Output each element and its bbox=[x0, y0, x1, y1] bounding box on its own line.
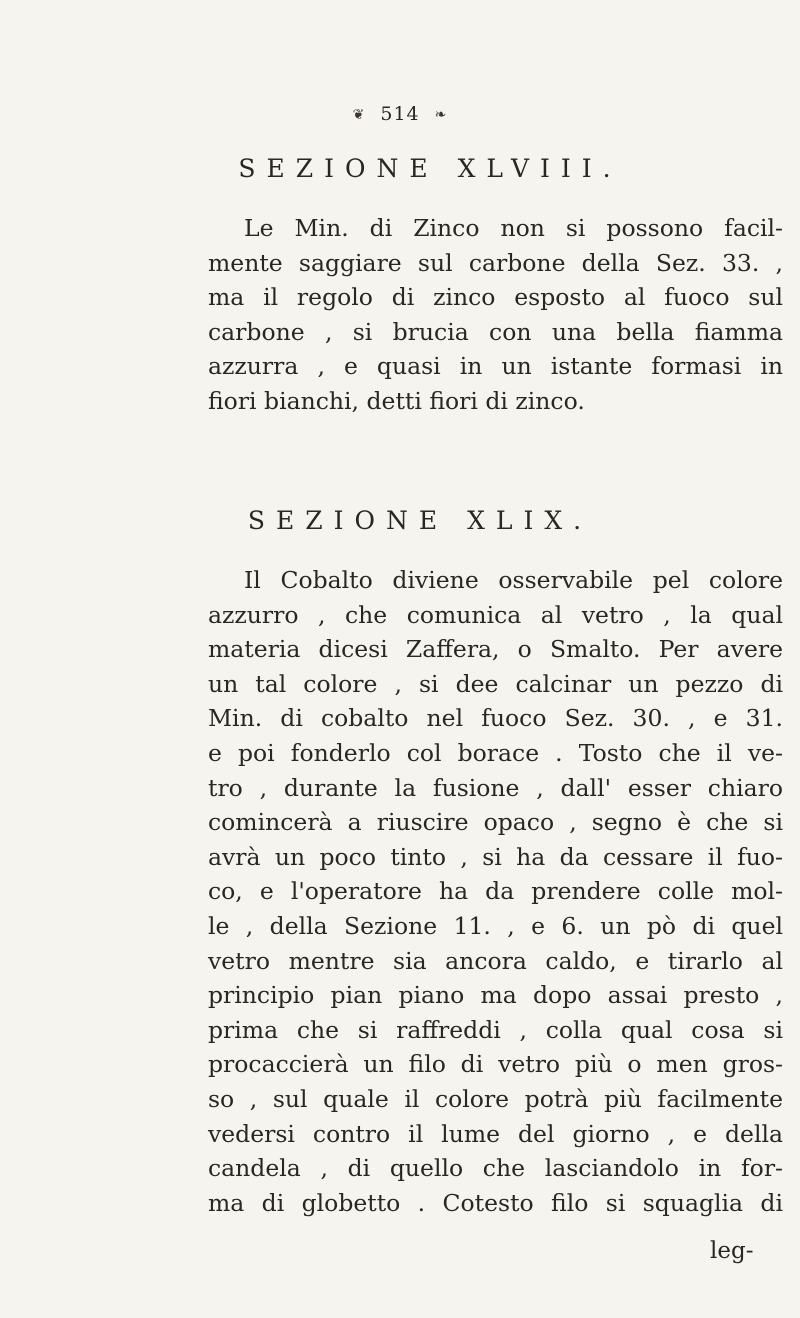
text-line: ma il regolo di zinco esposto al fuoco sul bbox=[208, 283, 783, 312]
text-line: avrà un poco tinto , si ha da cessare il fuo- bbox=[208, 842, 783, 871]
text-line: Min. di cobalto nel fuoco Sez. 30. , e 31. bbox=[208, 704, 783, 733]
text-line: le , della Sezione 11. , e 6. un pò di quel bbox=[208, 911, 783, 940]
left-ornament-icon: ❦ bbox=[352, 107, 366, 123]
text-line: mente saggiare sul carbone della Sez. 33. , bbox=[208, 248, 783, 277]
section-title-xlix: SEZIONE XLIX. bbox=[247, 506, 593, 535]
text-line: co, e l'operatore ha da prendere colle mol- bbox=[208, 877, 783, 906]
text-line: vedersi contro il lume del giorno , e della bbox=[208, 1119, 783, 1148]
text-line: prima che si raffreddi , colla qual cosa si bbox=[208, 1015, 783, 1044]
text-line: procaccierà un filo di vetro più o men gros- bbox=[208, 1050, 783, 1079]
text-line: materia dicesi Zaffera, o Smalto. Per avere bbox=[208, 635, 783, 664]
text-line: principio pian piano ma dopo assai presto , bbox=[208, 981, 783, 1010]
text-line: Le Min. di Zinco non si possono facil- bbox=[244, 214, 783, 242]
page-header bbox=[0, 103, 800, 125]
right-ornament-icon: ❧ bbox=[434, 107, 448, 123]
page-number: 514 bbox=[380, 103, 420, 125]
text-line: carbone , si brucia con una bella fiamma bbox=[208, 317, 783, 346]
text-line: ma di globetto . Cotesto filo si squaglia di bbox=[208, 1188, 783, 1217]
text-line: so , sul quale il colore potrà più facilmente bbox=[208, 1084, 783, 1113]
text-line: azzurra , e quasi in un istante formasi in bbox=[208, 352, 783, 381]
text-line: fiori bianchi, detti fiori di zinco. bbox=[208, 386, 585, 415]
section-title-xlviii: SEZIONE XLVIII. bbox=[238, 154, 622, 183]
section-xlviii-text bbox=[208, 211, 800, 419]
text-line: candela , di quello che lasciandolo in for- bbox=[208, 1154, 783, 1183]
text-line: vetro mentre sia ancora caldo, e tirarlo al bbox=[208, 946, 783, 975]
text-line: comincerà a riuscire opaco , segno è che si bbox=[208, 808, 783, 837]
text-line: un tal colore , si dee calcinar un pezzo di bbox=[208, 669, 783, 698]
text-line: azzurro , che comunica al vetro , la qual bbox=[208, 600, 783, 629]
catchword: leg- bbox=[710, 1238, 754, 1264]
section-xlix-text bbox=[208, 563, 800, 1220]
text-line: tro , durante la fusione , dall' esser chiaro bbox=[208, 773, 783, 802]
text-line: Il Cobalto diviene osservabile pel colore bbox=[244, 566, 783, 594]
text-line: e poi fonderlo col borace . Tosto che il ve- bbox=[208, 738, 783, 767]
